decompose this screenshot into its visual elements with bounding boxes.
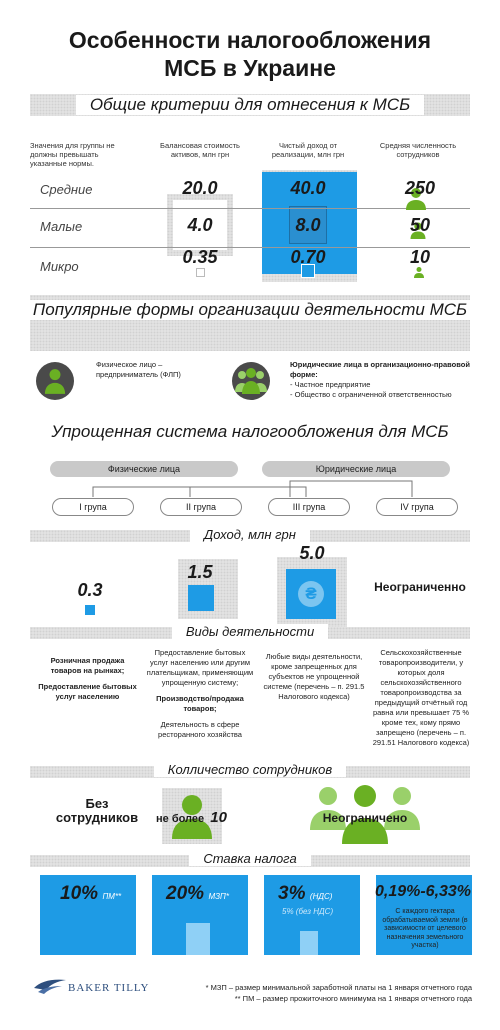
rate-3-label: 3% (НДС) <box>278 883 333 904</box>
section-title-criteria: Общие критерии для отнесения к МСБ <box>0 95 500 115</box>
activities-g1-line-2: Предоставление бытовых услуг населению <box>38 682 137 701</box>
row-label-micro: Микро <box>40 259 79 274</box>
employees-g1-value: Без сотрудников <box>55 796 139 825</box>
activities-g3: Любые виды деятельности, кроме запрещенных для субъектов не упрощенной системе (перечень – п. 291.5 Налогового кодекса) <box>263 652 365 701</box>
brand-name: BAKER TILLY <box>68 982 150 994</box>
income-g1-square <box>85 605 95 615</box>
rate-3-bar <box>300 931 318 955</box>
rate-2-label: 20% МЗП* <box>166 883 229 904</box>
legal-form-item-1: - Частное предприятие <box>290 380 371 389</box>
legal-form-text <box>290 360 470 400</box>
activities-g1-line-1: Розничная продажа товаров на рынках; <box>50 656 125 675</box>
rate-2-bar <box>186 923 210 955</box>
employees-g3-value: Неограничено <box>322 811 408 825</box>
small-assets-value: 4.0 <box>187 215 213 235</box>
group-connector-lines <box>0 477 500 499</box>
rate-4-sub: С каждого гектара обрабатываемой земли (в зависимости от целевого назначения земельного участка) <box>382 908 468 949</box>
title-line-1: Особенности налогообложения <box>68 27 432 53</box>
group-2-pill: II група <box>160 498 242 516</box>
medium-assets-value: 20.0 <box>182 178 218 198</box>
income-g4-value: Неограниченно <box>374 580 466 594</box>
activities-g2 <box>145 648 255 740</box>
employees-g2-prefix: не более <box>156 813 205 825</box>
micro-staff-value: 10 <box>409 247 431 267</box>
title-line-2: МСБ в Украине <box>164 55 336 81</box>
column-header-staff: Средняя численность сотрудников <box>379 141 457 159</box>
income-g2-square <box>188 585 214 611</box>
legal-form-title: Юридические лица в организационно-правовой форме: <box>290 360 470 379</box>
section-title-forms: Популярные формы организации деятельности МСБ <box>0 300 500 320</box>
activities-g2-line-3: Деятельность в сфере ресторанного хозяйства <box>158 720 242 739</box>
rate-box-3 <box>264 875 360 955</box>
section-title-income: Доход, млн грн <box>0 527 500 542</box>
physical-persons-pill: Физические лица <box>50 461 238 477</box>
income-g2-value: 1.5 <box>187 562 213 582</box>
rate-box-2 <box>152 875 248 955</box>
activities-g1 <box>35 656 140 702</box>
income-g1-value: 0.3 <box>77 580 103 600</box>
rate-3-sub: 5% (без НДС) <box>282 907 334 916</box>
small-income-value: 8.0 <box>295 215 321 235</box>
individual-person-icon <box>44 368 66 394</box>
activities-g2-line-2: Производство/продажа товаров; <box>156 694 244 713</box>
section-title-simplified: Упрощенная система налогообложения для МСБ <box>0 422 500 442</box>
rate-4-value: 0,19%-6,33% <box>374 883 472 900</box>
rate-1-label: 10% ПМ** <box>60 883 122 904</box>
activities-g2-line-1: Предоставление бытовых услуг населению или другим плательщикам, применяющим упрощенную систему; <box>146 648 254 687</box>
column-header-income: Чистый доход от реализации, млн грн <box>271 141 345 159</box>
employees-g2-number: 10 <box>210 809 227 826</box>
footnote-pm: ** ПМ – размер прожиточного минимума на 1 января отчетного года <box>234 994 472 1003</box>
section-title-rate: Ставка налога <box>0 851 500 866</box>
group-1-pill: I група <box>52 498 134 516</box>
hryvnia-icon: ₴ <box>298 581 324 607</box>
baker-tilly-logo-icon <box>32 974 68 996</box>
micro-income-value: 0.70 <box>290 247 326 267</box>
rate-box-1 <box>40 875 136 955</box>
medium-staff-value: 250 <box>404 178 436 198</box>
employees-g2 <box>156 809 256 826</box>
section-title-activities: Виды деятельности <box>0 624 500 639</box>
row-label-small: Малые <box>40 219 83 234</box>
legal-entities-pill: Юридические лица <box>262 461 450 477</box>
page-title <box>0 26 500 82</box>
group-3-pill: III група <box>268 498 350 516</box>
section-title-employees: Колличество сотрудников <box>0 762 500 777</box>
activities-g4: Сельскохозяйственные товаропроизводители, у которых доля сельскохозяйственного товаропроизводства за предыдущий отчётный год равна или превышает 75 % кроме тех, кому прямо запрещено (перечень – п. 291.51 Налогового кодекса) <box>372 648 470 747</box>
footnote-mzp: * МЗП – размер минимальной заработной платы на 1 января отчетного года <box>205 983 472 992</box>
row-label-medium: Средние <box>40 182 93 197</box>
group-people-icon <box>234 366 268 394</box>
income-g3-value: 5.0 <box>299 543 325 563</box>
micro-assets-value: 0.35 <box>182 247 218 267</box>
medium-income-value: 40.0 <box>290 178 326 198</box>
column-header-assets: Балансовая стоимость активов, млн грн <box>160 141 240 159</box>
small-staff-value: 50 <box>409 215 431 235</box>
criteria-note: Значения для группы не должны превышать указанные нормы. <box>30 141 115 168</box>
legal-form-item-2: - Общество с ограниченной ответственностью <box>290 390 452 399</box>
individual-form-label: Физическое лицо – предприниматель (ФЛП) <box>96 360 181 379</box>
assets-micro-square <box>196 268 205 277</box>
group-4-pill: IV група <box>376 498 458 516</box>
